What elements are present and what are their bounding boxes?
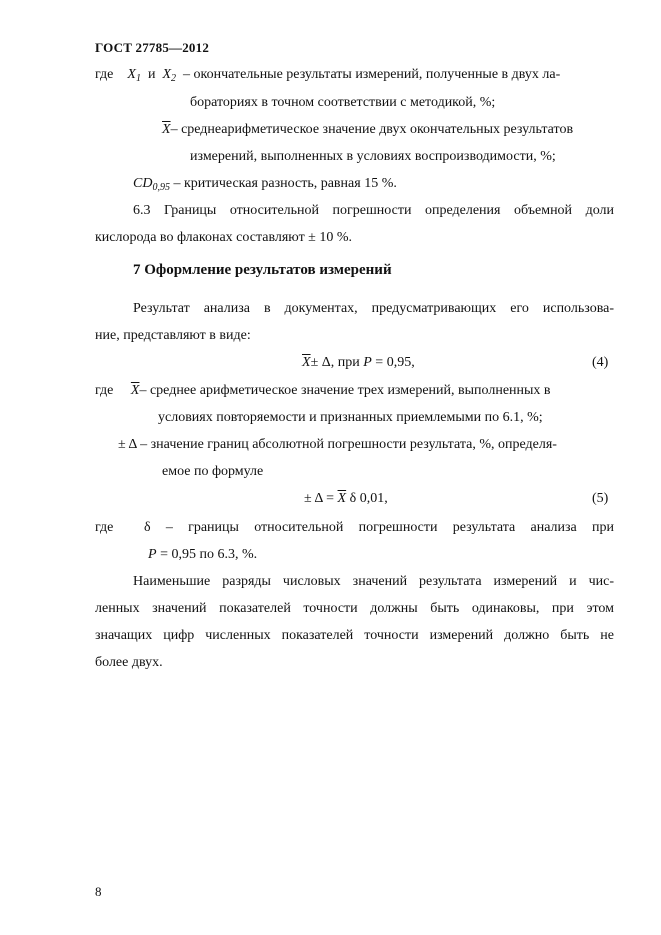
xbar-description: – среднеарифметическое значение двух окончательных результатов [170,122,574,137]
para-final-line4: более двух. [95,655,163,670]
def-cd [133,170,397,197]
delta-description: – значение границ абсолютной погрешности результата, %, определя- [136,437,557,452]
equation-4: $\overline{X}\pm \Delta$, при P = 0,95, [302,355,415,370]
section-7-title: 7 Оформление результатов измерений [133,262,392,278]
def-x1-x2 [95,61,560,88]
where-word: где [95,67,114,82]
para-6-3-line2: кислорода во флаконах составляют ± 10 %. [95,230,353,245]
def2-xbar: где $\overline{X}-$ среднее арифметическое значение трех измерений, выполненных в [95,383,551,398]
equation-5-number: (5) [592,491,609,506]
def3-where: где [95,520,114,535]
def2-xbar-cont: условиях повторяемости и признанных приемлемыми по 6.1, %; [158,410,543,425]
eq4-xbar: $\overline{X}$ [302,355,311,370]
def2-delta-cont: емое по формуле [162,464,264,479]
cd-symbol: $CD_{0,95}$ [133,176,170,193]
def3-delta-line1: δ – границы относительной погрешности результата анализа при [144,520,614,535]
def-x1-x2-cont: бораториях в точном соответствии с методикой, %; [190,95,496,110]
x1-symbol: $X_1$ [127,67,141,84]
para-final-line3: значащих цифр численных показателей точности измерений должно быть не [95,628,614,643]
def3-delta-line2: P = 0,95 по 6.3, %. [148,547,258,562]
para-7-line1: Результат анализа в документах, предусматривающих его использова- [133,301,614,316]
def2-xbar-description: – среднее арифметическое значение трех измерений, выполненных в [139,383,551,398]
def-xbar [162,116,573,143]
equation-5: ± $\Delta = \overline{X}$ δ 0,01, [304,491,388,506]
para-final-line2: ленных значений показателей точности должны быть одинаковы, при этом [95,601,614,616]
eq5-xbar: $\overline{X}$ [337,491,347,506]
def2-delta [118,431,557,458]
delta-symbol: ± Δ [118,437,137,452]
x1-x2-description: – окончательные результаты измерений, полученные в двух ла- [183,67,561,82]
equation-4-number: (4) [592,355,609,370]
para-6-3-line1: 6.3 Границы относительной погрешности определения объемной доли [133,203,614,218]
cd-description: – критическая разность, равная 15 %. [169,176,397,191]
page-number: 8 [95,884,102,899]
para-final-line1: Наименьшие разряды числовых значений результата измерений и чис- [133,574,614,589]
def-xbar-cont: измерений, выполненных в условиях воспроизводимости, %; [190,149,556,164]
standard-header: ГОСТ 27785—2012 [95,40,210,55]
and-word: и [147,67,156,82]
para-7-line2: ние, представляют в виде: [95,328,251,343]
x2-symbol: $X_2$ [162,67,177,84]
def2-xbar-symbol: $\overline{X}$ [130,383,140,398]
xbar-symbol: $\overline{X}$ [162,122,171,137]
